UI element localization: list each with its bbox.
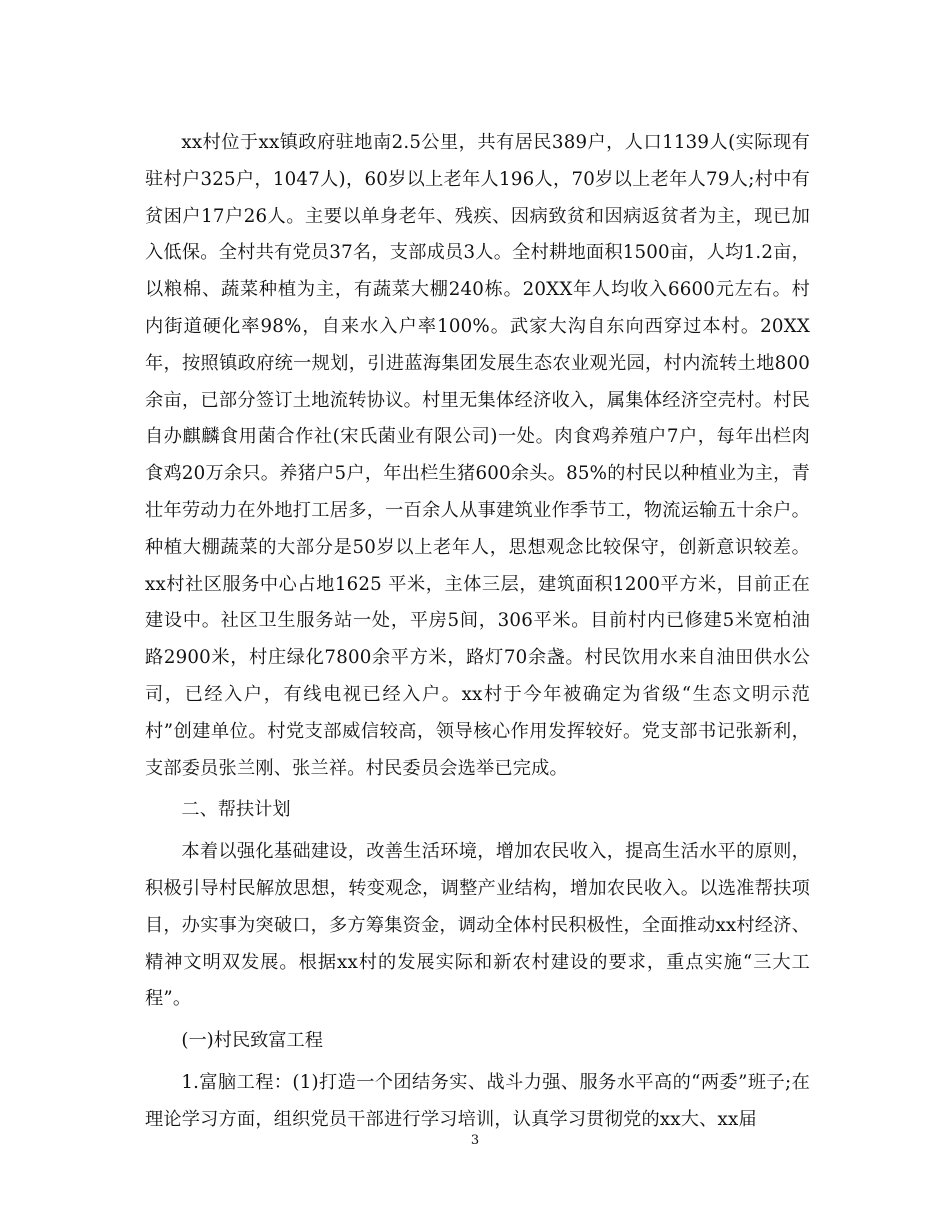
brain-enrichment-paragraph: 1.富脑工程：(1)打造一个团结务实、战斗力强、服务水平高的“两委”班子;在理论学习方面，组织党员干部进行学习培训，认真学习贯彻党的xx大、xx届 xyxy=(145,1071,810,1130)
assistance-principle-paragraph: 本着以强化基础建设，改善生活环境，增加农民收入，提高生活水平的原则，积极引导村民解放思想，转变观念，调整产业结构，增加农民收入。以选准帮扶项目，办实事为突破口，多方筹集资金，调动全体村民积极性，全面推动xx村经济、精神文明双发展。根据xx村的发展实际和新农村建设的要求，重点实施“三大工程”。 xyxy=(145,841,810,1010)
village-overview-paragraph: xx村位于xx镇政府驻地南2.5公里，共有居民389户，人口1139人(实际现有驻村户325户，1047人)，60岁以上老年人196人，70岁以上老年人79人;村中有贫困户17户26人。主要以单身老年、残疾、因病致贫和因病返贫者为主，现已加入低保。全村共有党员37名，支部成员3人。全村耕地面积1500亩，人均1.2亩，以粮棉、蔬菜种植为主，有蔬菜大棚240栋。20XX年人均收入6600元左右。村内街道硬化率98%，自来水入户率100%。武家大沟自东向西穿过本村。20XX年，按照镇政府统一规划，引进蓝海集团发展生态农业观光园，村内流转土地800余亩，已部分签订土地流转协议。村里无集体经济收入，属集体经济空壳村。村民自办麒麟食用菌合作社(宋氏菌业有限公司)一处。肉食鸡养殖户7户，每年出栏肉食鸡20万余只。养猪户5户，年出栏生猪600余头。85%的村民以种植业为主，青壮年劳动力在外地打工居多，一百余人从事建筑业作季节工，物流运输五十余户。种植大棚蔬菜的大部分是50岁以上老年人，思想观念比较保守，创新意识较差。xx村社区服务中心占地1625 平米，主体三层，建筑面积1200平方米，目前正在建设中。社区卫生服务站一处，平房5间，306平米。目前村内已修建5米宽柏油路2900米，村庄绿化7800余平方米，路灯70余盏。村民饮用水来自油田供水公司，已经入户，有线电视已经入户。xx村于今年被确定为省级“生态文明示范村”创建单位。村党支部威信较高，领导核心作用发挥较好。党支部书记张新利，支部委员张兰刚、张兰祥。村民委员会选举已完成。 xyxy=(145,132,810,779)
document-body xyxy=(145,125,810,1139)
subsection-heading-villager-prosperity: (一)村民致富工程 xyxy=(181,1030,323,1052)
section-heading-assistance-plan: 二、帮扶计划 xyxy=(181,799,291,821)
page-number: 3 xyxy=(470,1133,480,1148)
